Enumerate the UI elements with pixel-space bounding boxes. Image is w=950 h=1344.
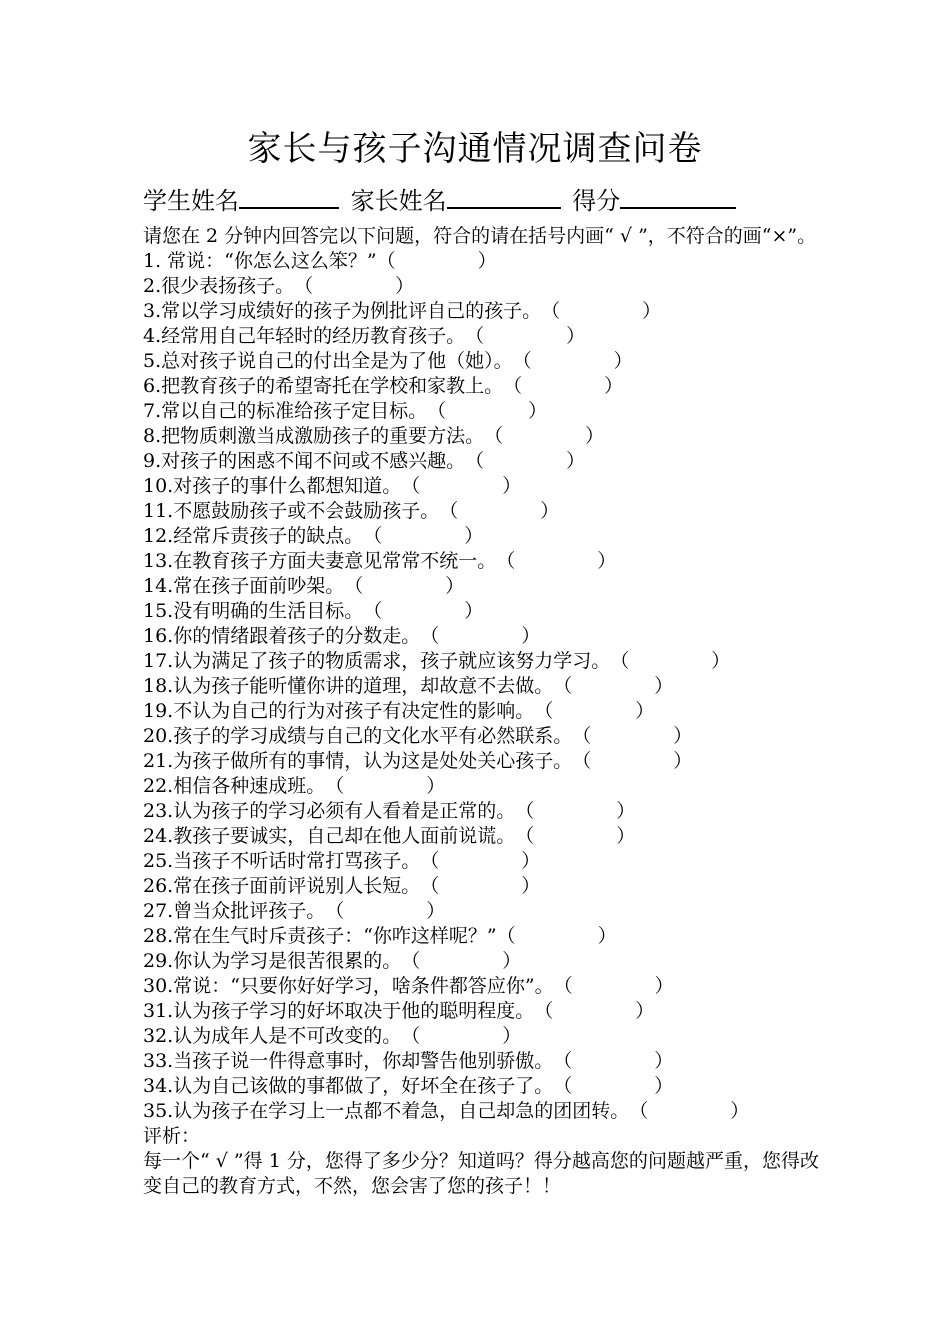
student-name-field[interactable] <box>239 183 339 209</box>
paren-open: （ <box>553 1050 573 1072</box>
answer-parentheses[interactable] <box>610 649 730 674</box>
paren-open: （ <box>512 350 532 372</box>
answer-parentheses[interactable] <box>344 574 464 599</box>
question-text: 23.认为孩子的学习必须有人看着是正常的。 <box>143 800 516 822</box>
question-item <box>143 499 819 524</box>
question-text: 28.常在生气时斥责孩子：“你咋这样呢？” <box>143 925 497 947</box>
paren-open: （ <box>465 325 485 347</box>
answer-parentheses[interactable] <box>553 1074 673 1099</box>
answer-parentheses[interactable] <box>325 899 445 924</box>
score-field[interactable] <box>620 183 736 209</box>
paren-close: ） <box>597 925 617 947</box>
question-text: 34.认为自己该做的事都做了，好坏全在孩子了。 <box>143 1075 554 1097</box>
question-text: 14.常在孩子面前吵架。 <box>143 575 345 597</box>
paren-close: ） <box>604 375 624 397</box>
question-text: 4.经常用自己年轻时的经历教育孩子。 <box>143 325 466 347</box>
paren-close: ） <box>521 625 541 647</box>
question-item <box>143 874 819 899</box>
paren-close: ） <box>616 800 636 822</box>
question-item <box>143 624 819 649</box>
paren-close: ） <box>521 875 541 897</box>
question-text: 21.为孩子做所有的事情，认为这是处处关心孩子。 <box>143 750 573 772</box>
question-text: 35.认为孩子在学习上一点都不着急，自己却急的团团转。 <box>143 1100 630 1122</box>
paren-open: （ <box>503 375 523 397</box>
answer-parentheses[interactable] <box>541 299 661 324</box>
question-text: 15.没有明确的生活目标。 <box>143 600 364 622</box>
paren-open: （ <box>629 1100 649 1122</box>
paren-open: （ <box>363 525 383 547</box>
paren-open: （ <box>344 575 364 597</box>
question-item <box>143 774 819 799</box>
paren-close: ） <box>613 350 633 372</box>
question-text: 27.曾当众批评孩子。 <box>143 900 326 922</box>
paren-open: （ <box>427 400 447 422</box>
answer-parentheses[interactable] <box>534 699 654 724</box>
question-item <box>143 1099 819 1124</box>
question-text: 12.经常斥责孩子的缺点。 <box>143 525 364 547</box>
answer-parentheses[interactable] <box>534 999 654 1024</box>
paren-open: （ <box>465 450 485 472</box>
paren-close: ） <box>502 950 522 972</box>
paren-close: ） <box>635 1000 655 1022</box>
question-item <box>143 399 819 424</box>
question-text: 13.在教育孩子方面夫妻意见常常不统一。 <box>143 550 497 572</box>
question-text: 17.认为满足了孩子的物质需求，孩子就应该努力学习。 <box>143 650 611 672</box>
answer-parentheses[interactable] <box>465 324 585 349</box>
paren-close: ） <box>585 425 605 447</box>
paren-open: （ <box>420 850 440 872</box>
question-item <box>143 1024 819 1049</box>
question-item <box>143 699 819 724</box>
paren-close: ） <box>673 725 693 747</box>
paren-open: （ <box>420 625 440 647</box>
parent-name-field[interactable] <box>447 183 561 209</box>
paren-open: （ <box>294 275 314 297</box>
student-name-label: 学生姓名 <box>143 187 239 215</box>
paren-close: ） <box>597 550 617 572</box>
question-text: 22.相信各种速成班。 <box>143 775 326 797</box>
question-text: 6.把教育孩子的希望寄托在学校和家教上。 <box>143 375 504 397</box>
info-line <box>143 183 740 217</box>
paren-close: ） <box>502 1025 522 1047</box>
question-item <box>143 474 819 499</box>
question-text: 32.认为成年人是不可改变的。 <box>143 1025 402 1047</box>
answer-parentheses[interactable] <box>420 849 540 874</box>
paren-close: ） <box>464 600 484 622</box>
paren-open: （ <box>363 600 383 622</box>
paren-close: ） <box>654 1050 674 1072</box>
answer-parentheses[interactable] <box>401 949 521 974</box>
answer-parentheses[interactable] <box>401 474 521 499</box>
question-text: 20.孩子的学习成绩与自己的文化水平有必然联系。 <box>143 725 573 747</box>
paren-open: （ <box>553 675 573 697</box>
answer-parentheses[interactable] <box>497 924 617 949</box>
paren-open: （ <box>572 725 592 747</box>
paren-close: ） <box>426 900 446 922</box>
question-item <box>143 724 819 749</box>
question-item <box>143 324 819 349</box>
answer-parentheses[interactable] <box>553 674 673 699</box>
paren-close: ） <box>616 825 636 847</box>
answer-parentheses[interactable] <box>363 524 483 549</box>
paren-open: （ <box>401 475 421 497</box>
question-item <box>143 1049 819 1074</box>
paren-close: ） <box>654 975 674 997</box>
paren-close: ） <box>395 275 415 297</box>
instructions: 请您在 2 分钟内回答完以下问题，符合的请在括号内画“ √ ”，不符合的画“×”。 <box>143 225 817 247</box>
paren-close: ） <box>566 450 586 472</box>
answer-parentheses[interactable] <box>439 499 559 524</box>
question-text: 19.不认为自己的行为对孩子有决定性的影响。 <box>143 700 535 722</box>
paren-open: （ <box>325 900 345 922</box>
question-item <box>143 574 819 599</box>
answer-parentheses[interactable] <box>554 974 674 999</box>
paren-close: ） <box>654 1075 674 1097</box>
paren-close: ） <box>635 700 655 722</box>
paren-close: ） <box>528 400 548 422</box>
question-text: 29.你认为学习是很苦很累的。 <box>143 950 402 972</box>
paren-close: ） <box>502 475 522 497</box>
question-text: 8.把物质刺激当成激励孩子的重要方法。 <box>143 425 485 447</box>
paren-open: （ <box>534 700 554 722</box>
question-item <box>143 649 819 674</box>
question-text: 18.认为孩子能听懂你讲的道理，却故意不去做。 <box>143 675 554 697</box>
question-list <box>143 249 819 1124</box>
question-item <box>143 549 819 574</box>
paren-close: ） <box>426 775 446 797</box>
question-text: 26.常在孩子面前评说别人长短。 <box>143 875 421 897</box>
answer-parentheses[interactable] <box>553 1049 673 1074</box>
paren-open: （ <box>484 425 504 447</box>
evaluation-heading: 评析： <box>143 1125 201 1147</box>
question-text: 33.当孩子说一件得意事时，你却警告他别骄傲。 <box>143 1050 554 1072</box>
question-item <box>143 349 819 374</box>
paren-open: （ <box>610 650 630 672</box>
question-text: 9.对孩子的困惑不闻不问或不感兴趣。 <box>143 450 466 472</box>
answer-parentheses[interactable] <box>420 624 540 649</box>
question-item <box>143 974 819 999</box>
score-label: 得分 <box>572 187 621 215</box>
question-item <box>143 249 819 274</box>
question-item <box>143 299 819 324</box>
answer-parentheses[interactable] <box>294 274 414 299</box>
question-text: 7.常以自己的标准给孩子定目标。 <box>143 400 428 422</box>
paren-close: ） <box>711 650 731 672</box>
question-item <box>143 849 819 874</box>
answer-parentheses[interactable] <box>513 349 633 374</box>
answer-parentheses[interactable] <box>465 449 585 474</box>
paren-open: （ <box>376 250 396 272</box>
question-item <box>143 599 819 624</box>
question-item <box>143 799 819 824</box>
answer-parentheses[interactable] <box>515 799 635 824</box>
question-item <box>143 449 819 474</box>
question-item <box>143 374 819 399</box>
question-text: 5.总对孩子说自己的付出全是为了他（她）。 <box>143 350 513 372</box>
question-text: 10.对孩子的事什么都想知道。 <box>143 475 402 497</box>
paren-open: （ <box>515 800 535 822</box>
answer-parentheses[interactable] <box>363 599 483 624</box>
question-item <box>143 1074 819 1099</box>
paren-open: （ <box>515 825 535 847</box>
answer-parentheses[interactable] <box>503 374 623 399</box>
question-item <box>143 999 819 1024</box>
question-item <box>143 924 819 949</box>
question-text: 31.认为孩子学习的好坏取决于他的聪明程度。 <box>143 1000 535 1022</box>
paren-close: ） <box>673 750 693 772</box>
paren-open: （ <box>439 500 459 522</box>
answer-parentheses[interactable] <box>572 724 692 749</box>
answer-parentheses[interactable] <box>325 774 445 799</box>
paren-close: ） <box>642 300 662 322</box>
answer-parentheses[interactable] <box>377 249 497 274</box>
paren-open: （ <box>534 1000 554 1022</box>
paren-close: ） <box>730 1100 750 1122</box>
answer-parentheses[interactable] <box>401 1024 521 1049</box>
answer-parentheses[interactable] <box>572 749 692 774</box>
answer-parentheses[interactable] <box>515 824 635 849</box>
question-text: 16.你的情绪跟着孩子的分数走。 <box>143 625 421 647</box>
paren-open: （ <box>553 1075 573 1097</box>
question-item <box>143 274 819 299</box>
answer-parentheses[interactable] <box>629 1099 749 1124</box>
paren-open: （ <box>541 300 561 322</box>
question-text: 11.不愿鼓励孩子或不会鼓励孩子。 <box>143 500 440 522</box>
evaluation-text: 每一个“ √ ”得 1 分，您得了多少分？知道吗？得分越高您的问题越严重，您得改变自己的教育方式，不然，您会害了您的孩子！！ <box>143 1150 819 1197</box>
paren-open: （ <box>572 750 592 772</box>
answer-parentheses[interactable] <box>496 549 616 574</box>
paren-close: ） <box>521 850 541 872</box>
question-text: 3.常以学习成绩好的孩子为例批评自己的孩子。 <box>143 300 542 322</box>
paren-open: （ <box>401 1025 421 1047</box>
question-text: 2.很少表扬孩子。 <box>143 275 295 297</box>
question-item <box>143 524 819 549</box>
paren-close: ） <box>540 500 560 522</box>
question-item <box>143 824 819 849</box>
paren-open: （ <box>553 975 573 997</box>
question-item <box>143 424 819 449</box>
question-text: 24.教孩子要诚实，自己却在他人面前说谎。 <box>143 825 516 847</box>
questionnaire-body <box>143 224 819 1199</box>
paren-close: ） <box>445 575 465 597</box>
paren-open: （ <box>401 950 421 972</box>
paren-open: （ <box>496 550 516 572</box>
question-text: 1. 常说：“你怎么这么笨？” <box>143 250 377 272</box>
paren-open: （ <box>496 925 516 947</box>
page-title: 家长与孩子沟通情况调查问卷 <box>247 129 703 169</box>
question-text: 30.常说：“只要你好好学习，啥条件都答应你”。 <box>143 975 554 997</box>
paren-close: ） <box>566 325 586 347</box>
paren-open: （ <box>420 875 440 897</box>
paren-close: ） <box>477 250 497 272</box>
paren-close: ） <box>464 525 484 547</box>
question-item <box>143 899 819 924</box>
question-item <box>143 949 819 974</box>
paren-open: （ <box>325 775 345 797</box>
paren-close: ） <box>654 675 674 697</box>
question-item <box>143 674 819 699</box>
answer-parentheses[interactable] <box>484 424 604 449</box>
parent-name-label: 家长姓名 <box>350 187 447 215</box>
question-item <box>143 749 819 774</box>
answer-parentheses[interactable] <box>420 874 540 899</box>
question-text: 25.当孩子不听话时常打骂孩子。 <box>143 850 421 872</box>
answer-parentheses[interactable] <box>427 399 547 424</box>
